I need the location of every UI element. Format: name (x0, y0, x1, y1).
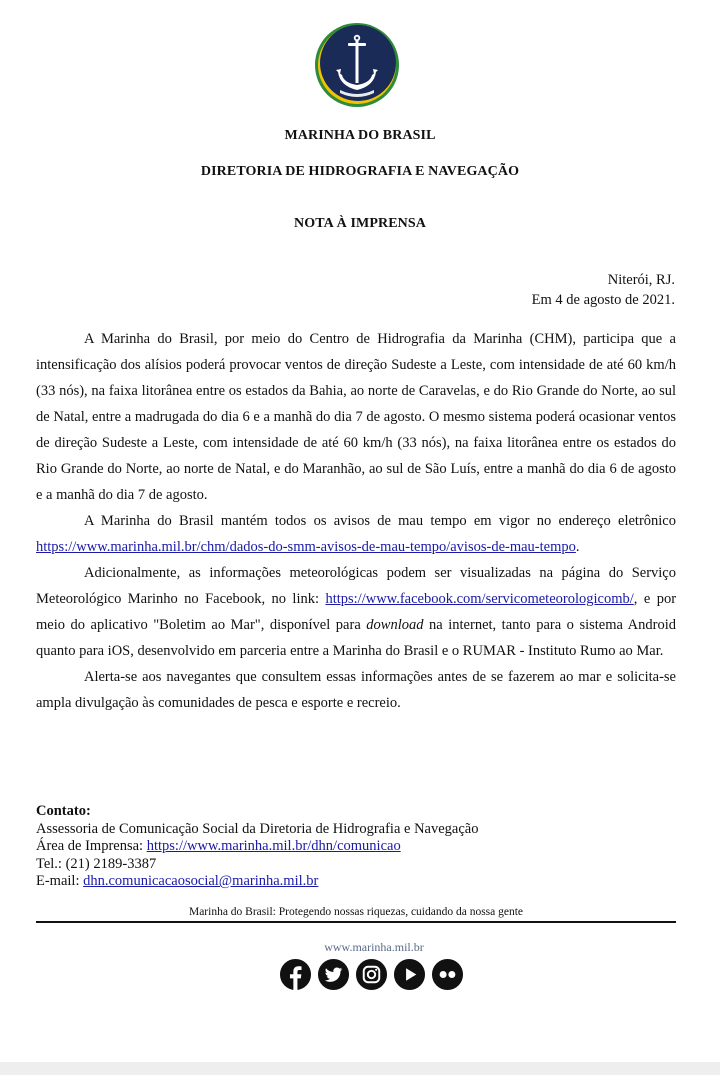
contact-title: Contato: (36, 803, 91, 819)
twitter-icon[interactable] (317, 958, 350, 991)
email-line (36, 873, 478, 891)
paragraph-1: A Marinha do Brasil, por meio do Centro de Hidrografia da Marinha (CHM), participa que a intensificação dos alísios poderá provocar ventos de direção Sudeste a Leste, com intensidade de até 60 km/h (33 nós), na faixa litorânea entre os estados da Bahia, ao norte de Caravelas, e do Rio Grande do Norte, ao sul de Natal, entre a madrugada do dia 6 e a manhã do dia 7 de agosto. O mesmo sistema poderá ocasionar ventos de direção Sudeste a Leste, com intensidade de até 60 km/h (33 nós), na faixa litorânea entre os estados do Rio Grande do Norte, ao norte de Natal, e do Maranhão, ao sul de São Luís, entre a manhã do dia 6 de agosto e a manhã do dia 7 de agosto. (36, 331, 676, 503)
social-icons-row (279, 958, 464, 994)
org-name: MARINHA DO BRASIL (284, 128, 436, 143)
paragraph-3 (36, 560, 676, 664)
document-type: NOTA À IMPRENSA (294, 216, 426, 231)
footer-website[interactable]: www.marinha.mil.br (324, 940, 424, 954)
press-area-link[interactable]: https://www.marinha.mil.br/dhn/comunicao (146, 838, 401, 854)
footer-motto: Marinha do Brasil: Protegendo nossas riquezas, cuidando da nossa gente (188, 906, 524, 918)
facebook-icon[interactable] (279, 958, 312, 991)
navy-anchor-emblem-icon (314, 22, 400, 108)
facebook-page-link[interactable]: https://www.facebook.com/servicometeorologicomb/ (325, 591, 634, 607)
contact-block (36, 803, 478, 891)
date-line: Em 4 de agosto de 2021. (531, 292, 675, 308)
download-emphasis: download (366, 617, 424, 633)
flickr-icon[interactable] (431, 958, 464, 991)
instagram-icon[interactable] (355, 958, 388, 991)
paragraph-2-text: A Marinha do Brasil mantém todos os avisos de mau tempo em vigor no endereço eletrônico (84, 513, 676, 529)
paragraph-2-end: . (575, 539, 580, 555)
footer-divider (36, 921, 676, 923)
email-link[interactable]: dhn.comunicacaosocial@marinha.mil.br (83, 873, 319, 889)
paragraph-3-text-a: Adicionalmente, as informações meteorológicas podem ser visualizadas na página do Serviço Meteorológico Marinho no Facebook, no link: (36, 565, 676, 607)
press-area-line (36, 838, 478, 856)
paragraph-2 (36, 508, 676, 560)
contact-phone: Tel.: (21) 2189-3387 (36, 855, 157, 872)
paragraph-4: Alerta-se aos navegantes que consultem essas informações antes de se fazerem ao mar e solicita-se ampla divulgação às comunidades de pesca e esporte e recreio. (36, 669, 676, 711)
directorate-name: DIRETORIA DE HIDROGRAFIA E NAVEGAÇÃO (200, 164, 520, 179)
press-area-label: Área de Imprensa: (36, 838, 144, 854)
email-label: E-mail: (36, 873, 80, 889)
paragraph-3-text-c: na internet, tanto para o sistema Android quanto para iOS, desenvolvido em parceria entre a Marinha do Brasil e o RUMAR - Instituto Rumo ao Mar. (36, 617, 677, 659)
page-bottom-margin (0, 1062, 720, 1075)
contact-department: Assessoria de Comunicação Social da Diretoria de Hidrografia e Navegação (36, 820, 479, 837)
place-date-block (532, 270, 675, 310)
city-line: Niterói, RJ. (607, 272, 675, 288)
weather-warnings-link[interactable]: https://www.marinha.mil.br/chm/dados-do-smm-avisos-de-mau-tempo/avisos-de-mau-tempo (36, 539, 576, 555)
press-release-body (36, 326, 676, 716)
paragraph-3-text-b: , e por meio do aplicativo "Boletim ao Mar", disponível para (36, 591, 677, 633)
youtube-icon[interactable] (393, 958, 426, 991)
